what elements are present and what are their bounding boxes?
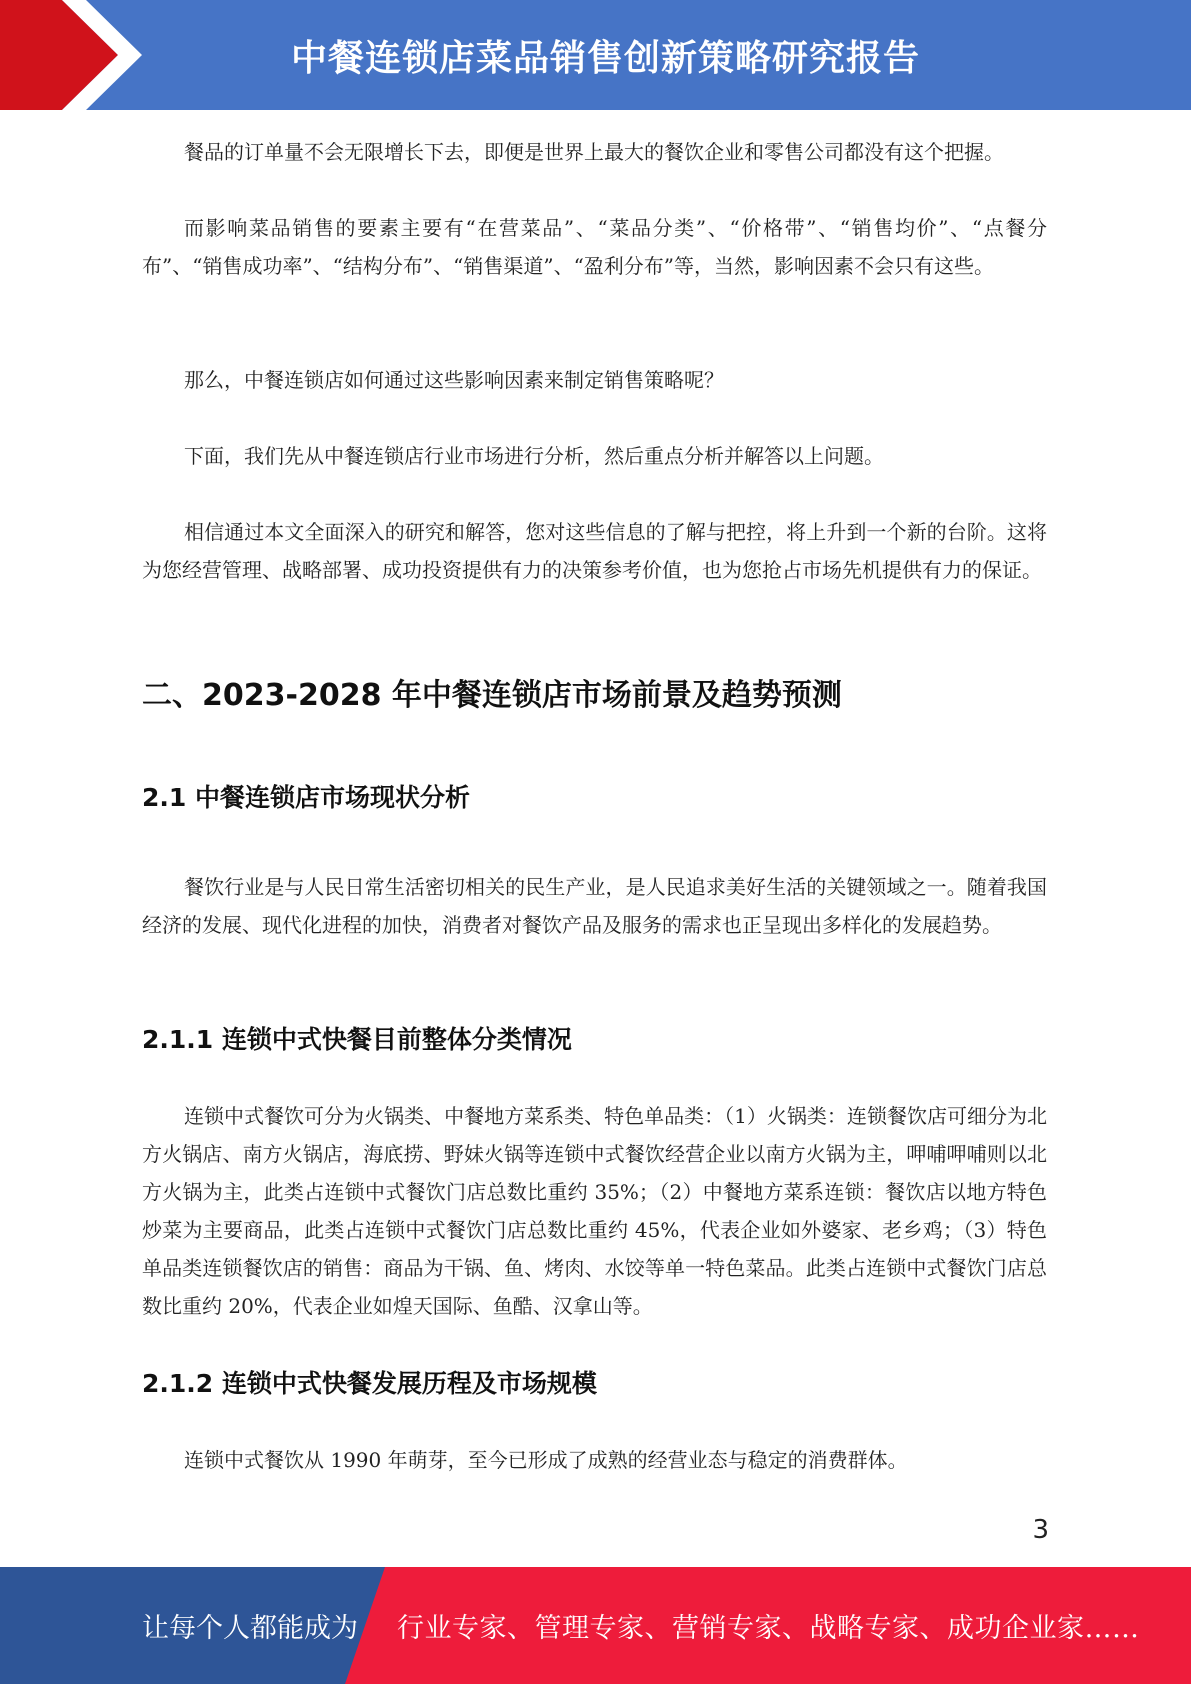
paragraph-classification: 连锁中式餐饮可分为火锅类、中餐地方菜系类、特色单品类：（1）火锅类：连锁餐饮店可细分为北方火锅店、南方火锅店，海底捞、野妹火锅等连锁中式餐饮经营企业以南方火锅为主，呷哺呷哺则以北方火锅为主，此类占连锁中式餐饮门店总数比重约 35%；（2）中餐地方菜系连锁：餐饮店以地方特色炒菜为主要商品，此类占连锁中式餐饮门店总数比重约 45%，代表企业如外婆家、老乡鸡；（3）特色单品类连锁餐饮店的销售：商品为干锅、鱼、烤肉、水饺等单一特色菜品。此类占连锁中式餐饮门店总数比重约 20%，代表企业如煌天国际、鱼酷、汉拿山等。 [142, 1104, 1047, 1318]
paragraph-sales-factors: 而影响菜品销售的要素主要有“在营菜品”、“菜品分类”、“价格带”、“销售均价”、“点餐分布”、“销售成功率”、“结构分布”、“销售渠道”、“盈利分布”等，当然，影响因素不会只有这些。 [142, 216, 1047, 278]
paragraph-value: 相信通过本文全面深入的研究和解答，您对这些信息的了解与把控，将上升到一个新的台阶。这将为您经营管理、战略部署、成功投资提供有力的决策参考价值，也为您抢占市场先机提供有力的保证。 [142, 520, 1047, 582]
section-2-heading: 二、2023-2028 年中餐连锁店市场前景及趋势预测 [142, 678, 842, 713]
footer-slogan-right: 行业专家、管理专家、营销专家、战略专家、成功企业家…… [397, 1613, 1140, 1644]
section-2-1-2-heading: 2.1.2 连锁中式快餐发展历程及市场规模 [142, 1369, 597, 1398]
page-header [0, 0, 1191, 110]
page-footer [0, 1567, 1191, 1684]
page-number: 3 [1032, 1515, 1049, 1545]
header-chevron-decoration [0, 0, 150, 110]
paragraph-analysis-intro: 下面，我们先从中餐连锁店行业市场进行分析，然后重点分析并解答以上问题。 [184, 444, 884, 468]
report-title: 中餐连锁店菜品销售创新策略研究报告 [290, 37, 920, 79]
paragraph-order-volume: 餐品的订单量不会无限增长下去，即便是世界上最大的餐饮企业和零售公司都没有这个把握。 [184, 140, 1004, 164]
footer-slogan-left: 让每个人都能成为 [142, 1613, 358, 1644]
paragraph-history: 连锁中式餐饮从 1990 年萌芽，至今已形成了成熟的经营业态与稳定的消费群体。 [184, 1448, 908, 1472]
section-2-1-heading: 2.1 中餐连锁店市场现状分析 [142, 783, 470, 812]
paragraph-question: 那么，中餐连锁店如何通过这些影响因素来制定销售策略呢？ [184, 368, 724, 392]
paragraph-industry-overview: 餐饮行业是与人民日常生活密切相关的民生产业，是人民追求美好生活的关键领域之一。随着我国经济的发展、现代化进程的加快，消费者对餐饮产品及服务的需求也正呈现出多样化的发展趋势。 [142, 875, 1047, 937]
section-2-1-1-heading: 2.1.1 连锁中式快餐目前整体分类情况 [142, 1025, 572, 1054]
